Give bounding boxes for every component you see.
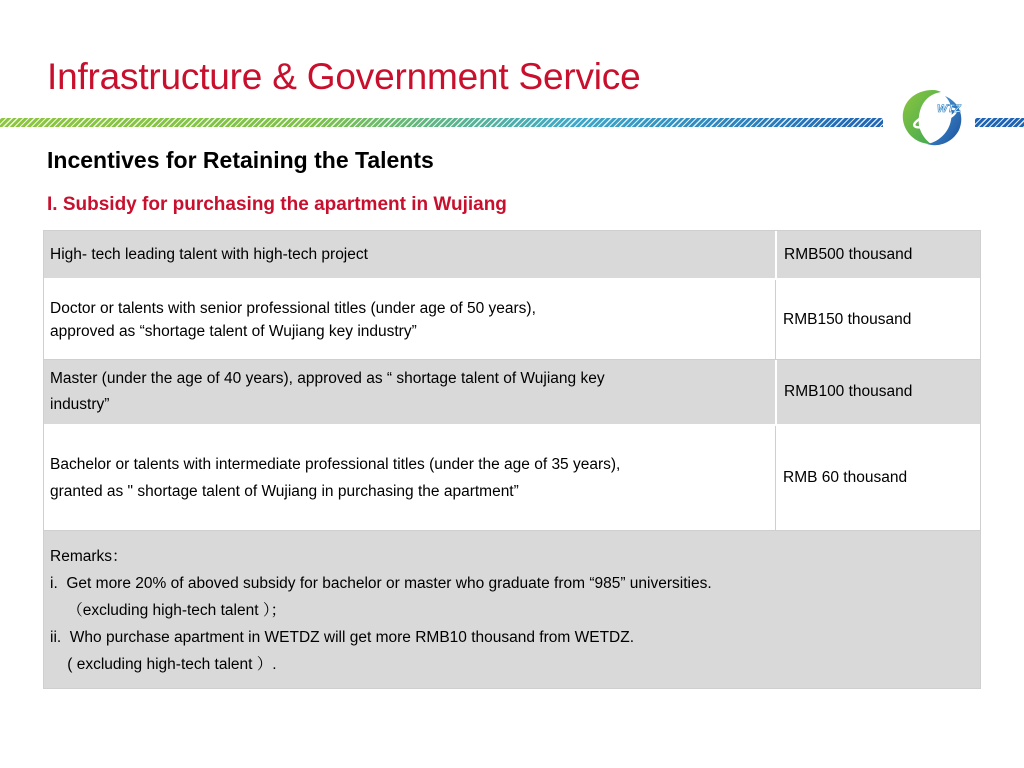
criteria-text: approved as “shortage talent of Wujiang key industry” — [50, 322, 417, 340]
amount-text: RMB 60 thousand — [783, 469, 908, 486]
remarks-line: ii. Who purchase apartment in WETDZ will get more RMB10 thousand from WETDZ. — [50, 629, 635, 646]
criteria-text: High- tech leading talent with high-tech project — [50, 245, 368, 263]
subsidy-amount-cell — [775, 280, 980, 359]
subsidy-amount-cell — [775, 360, 980, 424]
talent-criteria-cell — [44, 280, 775, 359]
table-row — [44, 231, 980, 280]
criteria-text: Doctor or talents with senior professional titles (under age of 50 years), — [50, 299, 536, 317]
criteria-text: industry” — [50, 396, 110, 413]
wetdz-logo-icon — [893, 82, 973, 154]
table-row — [44, 426, 980, 531]
section-subheading: I. Subsidy for purchasing the apartment in Wujiang — [47, 194, 507, 215]
remarks-line: （excluding high-tech talent ）； — [50, 602, 287, 619]
amount-text: RMB150 thousand — [783, 310, 912, 328]
section-heading: Incentives for Retaining the Talents — [47, 147, 434, 173]
remarks-block — [44, 531, 980, 688]
criteria-text: Master (under the age of 40 years), approved as “ shortage talent of Wujiang key — [50, 370, 605, 387]
table-row — [44, 280, 980, 360]
amount-text: RMB500 thousand — [784, 245, 913, 263]
page-title: Infrastructure & Government Service — [47, 56, 641, 97]
header-stripe-right — [975, 118, 1024, 127]
talent-criteria-cell — [44, 426, 775, 530]
criteria-text: granted as " shortage talent of Wujiang in purchasing the apartment” — [50, 483, 519, 500]
talent-criteria-cell — [44, 231, 775, 278]
svg-text:WTZ: WTZ — [937, 103, 961, 115]
header-stripe — [0, 118, 883, 127]
criteria-text: Bachelor or talents with intermediate professional titles (under the age of 35 years), — [50, 456, 621, 473]
remarks-line: i. Get more 20% of aboved subsidy for bachelor or master who graduate from “985” universities. — [50, 575, 712, 592]
amount-text: RMB100 thousand — [784, 383, 913, 400]
subsidy-amount-cell — [775, 231, 980, 278]
subsidy-amount-cell — [775, 426, 980, 530]
table-row — [44, 360, 980, 426]
subsidy-table — [43, 230, 981, 689]
talent-criteria-cell — [44, 360, 775, 424]
remarks-line: ( excluding high-tech talent ）. — [50, 656, 277, 673]
remarks-label: Remarks： — [50, 548, 128, 565]
